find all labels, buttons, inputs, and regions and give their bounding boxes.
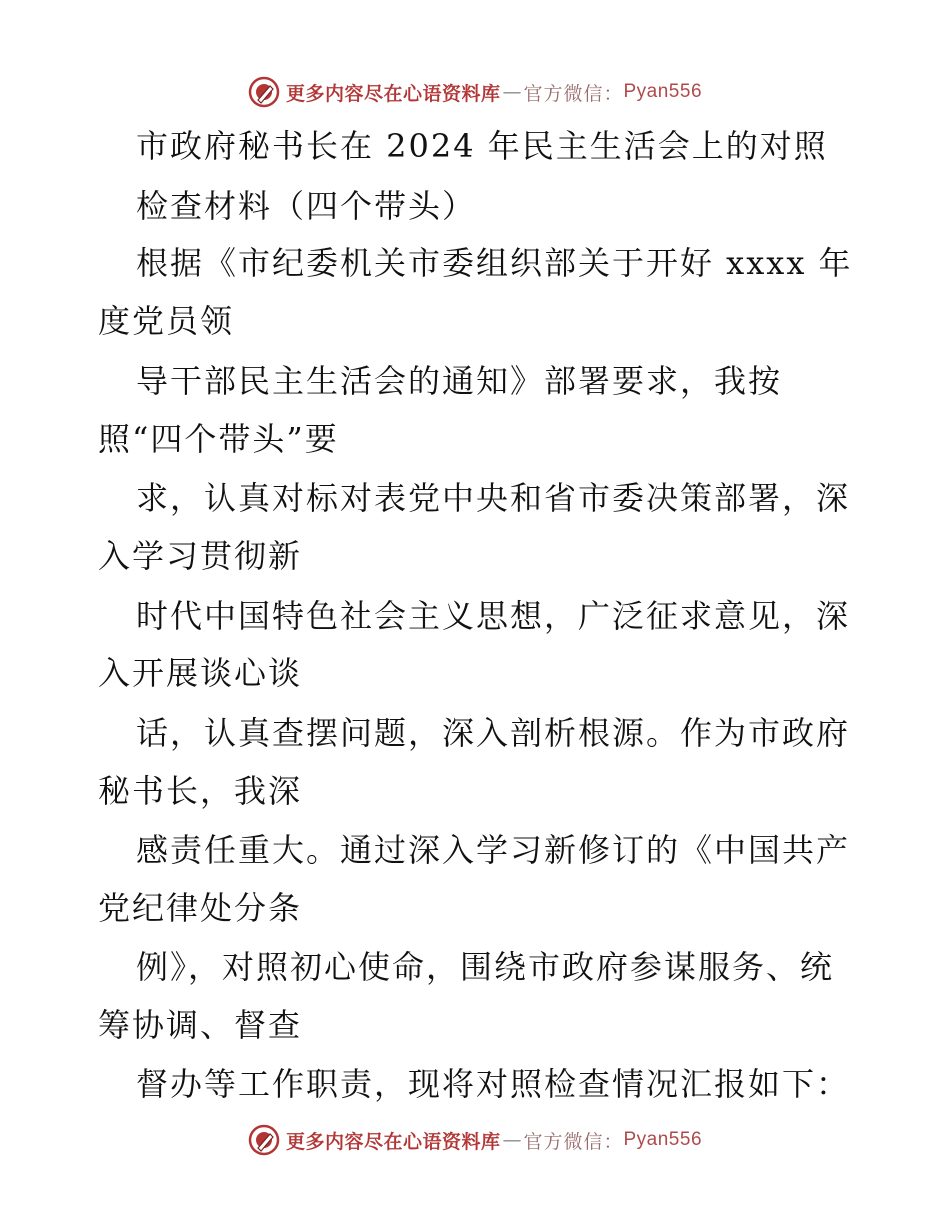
doc-line: 度党员领 [98,302,235,340]
doc-line: 求，认真对标对表党中央和省市委决策部署，深 [136,479,851,517]
doc-line: 话，认真查摆问题，深入剖析根源。作为市政府 [136,714,851,752]
header-banner [0,72,950,112]
pen-logo-icon [248,76,280,108]
doc-line: 根据《市纪委机关市委组织部关于开好 xxxx 年 [136,244,853,282]
doc-line: 筹协调、督查 [98,1006,303,1044]
pen-logo-icon [248,1124,280,1156]
banner-account: Pyan556 [623,81,703,102]
doc-line: 感责任重大。通过深入学习新修订的《中国共产 [136,831,851,869]
banner-account: Pyan556 [623,1129,703,1150]
doc-line: 党纪律处分条 [98,889,303,927]
doc-line: 导干部民主生活会的通知》部署要求，我按 [136,362,783,400]
banner-wechat-label: 官方微信： [523,1130,624,1153]
doc-title-line-2: 检查材料（四个带头） [136,187,477,225]
doc-line: 照“四个带头”要 [98,420,339,458]
doc-line: 时代中国特色社会主义思想，广泛征求意见，深 [136,597,851,635]
doc-title-line-1: 市政府秘书长在 2024 年民主生活会上的对照 [136,127,828,165]
doc-line: 督办等工作职责，现将对照检查情况汇报如下： [136,1065,851,1103]
banner-brand: 更多内容尽在心语资料库 [285,1130,501,1153]
banner-dash: — [502,81,522,103]
banner-brand: 更多内容尽在心语资料库 [285,82,501,105]
doc-line: 入学习贯彻新 [98,537,303,575]
banner-wechat-label: 官方微信： [523,82,624,105]
footer-banner [0,1120,950,1160]
doc-line: 入开展谈心谈 [98,654,303,692]
banner-dash: — [502,1129,522,1151]
doc-line: 例》，对照初心使命，围绕市政府参谋服务、统 [136,948,835,986]
doc-line: 秘书长，我深 [98,772,303,810]
